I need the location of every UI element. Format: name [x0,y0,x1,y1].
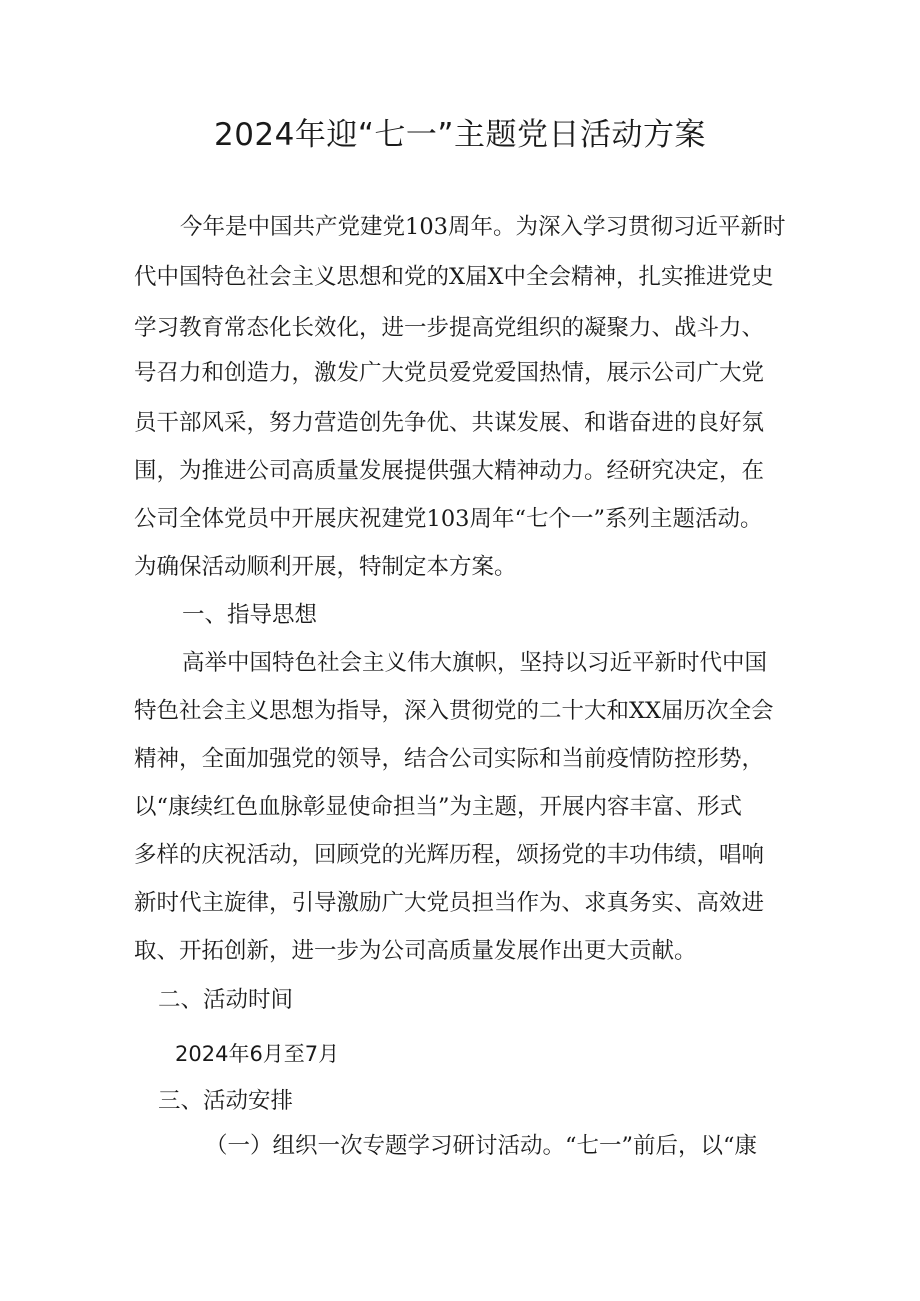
document-title: 2024年迎“七一”主题党日活动方案 [213,117,706,153]
intro-line: 围，为推进公司高质量发展提供强大精神动力。经研究决定，在 [134,458,765,484]
section1-line: 以“康续红色血脉彰显使命担当”为主题，开展内容丰富、形式 [134,794,743,820]
section-heading-guiding-thought: 一、指导思想 [182,602,318,628]
section1-line: 精神，全面加强党的领导，结合公司实际和当前疫情防控形势， [134,746,765,772]
section1-line: 高举中国特色社会主义伟大旗帜，坚持以习近平新时代中国 [182,650,768,676]
intro-line: 号召力和创造力，激发广大党员爱党爱国热情，展示公司广大党 [134,360,765,386]
section1-line: 新时代主旋律，引导激励广大党员担当作为、求真务实、高效进 [134,890,765,916]
intro-line: 今年是中国共产党建党103周年。为深入学习贯彻习近平新时 [180,214,786,240]
activity-date: 2024年6月至7月 [175,1042,340,1066]
section1-line: 取、开拓创新，进一步为公司高质量发展作出更大贡献。 [134,938,697,964]
section1-line: 特色社会主义思想为指导，深入贯彻党的二十大和XX届历次全会 [134,698,774,724]
section-heading-activity-arrangement: 三、活动安排 [158,1088,294,1114]
intro-line: 为确保活动顺利开展，特制定本方案。 [134,554,517,580]
intro-line: 员干部风采，努力营造创先争优、共谋发展、和谐奋进的良好氛 [134,410,765,436]
intro-line: 学习教育常态化长效化，进一步提高党组织的凝聚力、战斗力、 [134,315,765,341]
section1-line: 多样的庆祝活动，回顾党的光辉历程，颂扬党的丰功伟绩，唱响 [134,842,765,868]
intro-line: 公司全体党员中开展庆祝建党103周年“七个一”系列主题活动。 [134,506,763,532]
section-heading-activity-time: 二、活动时间 [158,987,294,1013]
section3-item1-line: （一）组织一次专题学习研讨活动。“七一”前后，以“康 [205,1133,758,1159]
intro-line: 代中国特色社会主义思想和党的X届X中全会精神，扎实推进党史 [134,264,774,290]
